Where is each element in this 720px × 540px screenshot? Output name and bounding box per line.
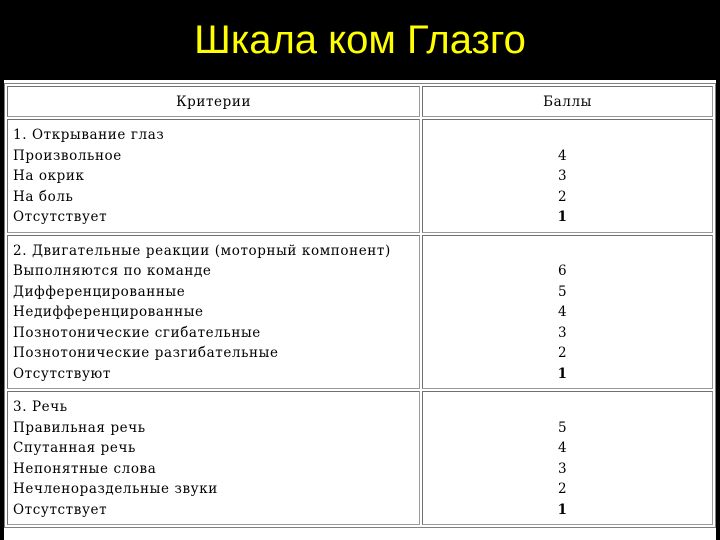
score-value: 3 xyxy=(557,168,568,184)
score-value: 4 xyxy=(557,304,568,320)
slide-edge-right xyxy=(716,80,720,540)
criterion-label: Нечленораздельные звуки xyxy=(13,481,218,497)
criterion-label: Правильная речь xyxy=(13,419,146,436)
score-value: 4 xyxy=(557,440,568,456)
score-value: 5 xyxy=(557,283,568,300)
section-motor-response xyxy=(7,235,713,390)
header-criteria: Критерии xyxy=(7,86,420,117)
criterion-label: На окрик xyxy=(13,168,85,184)
section-criteria-cell xyxy=(7,119,420,233)
score-value: 1 xyxy=(557,501,568,518)
table-header-row xyxy=(7,86,713,117)
criterion-label: Выполняются по команде xyxy=(13,263,212,279)
criterion-label: На боль xyxy=(13,188,74,205)
score-value: 4 xyxy=(557,147,568,164)
glasgow-scale-table xyxy=(4,83,716,528)
section-eye-opening xyxy=(7,119,713,233)
criterion-label: Отсутствует xyxy=(13,209,108,225)
section-verbal-response xyxy=(7,391,713,525)
slide-title: Шкала ком Глазго xyxy=(194,18,526,62)
section-criteria-cell xyxy=(7,235,420,390)
header-score: Баллы xyxy=(422,86,713,117)
section-score-cell xyxy=(422,391,713,525)
criterion-label: Отсутствует xyxy=(13,501,108,518)
criterion-label: Познотонические сгибательные xyxy=(13,324,261,341)
section-heading: 1. Открывание глаз xyxy=(13,127,165,143)
section-heading: 2. Двигательные реакции (моторный компонент) xyxy=(13,242,391,259)
criterion-label: Дифференцированные xyxy=(13,283,186,300)
section-score-cell xyxy=(422,119,713,233)
section-score-cell xyxy=(422,235,713,390)
criterion-label: Непонятные слова xyxy=(13,460,157,477)
criterion-label: Произвольное xyxy=(13,147,122,164)
score-value: 3 xyxy=(557,460,568,477)
section-heading: 3. Речь xyxy=(13,399,68,415)
score-value: 3 xyxy=(557,324,568,341)
criterion-label: Познотонические разгибательные xyxy=(13,345,279,361)
section-criteria-cell xyxy=(7,391,420,525)
score-value: 1 xyxy=(557,209,568,225)
score-value: 2 xyxy=(557,481,568,497)
score-value: 2 xyxy=(557,345,568,361)
criterion-label: Спутанная речь xyxy=(13,440,136,456)
score-value: 2 xyxy=(557,188,568,205)
score-value: 1 xyxy=(557,365,568,382)
score-value: 6 xyxy=(557,263,568,279)
criterion-label: Отсутствуют xyxy=(13,365,111,382)
score-value: 5 xyxy=(557,419,568,436)
criterion-label: Недифференцированные xyxy=(13,304,204,320)
